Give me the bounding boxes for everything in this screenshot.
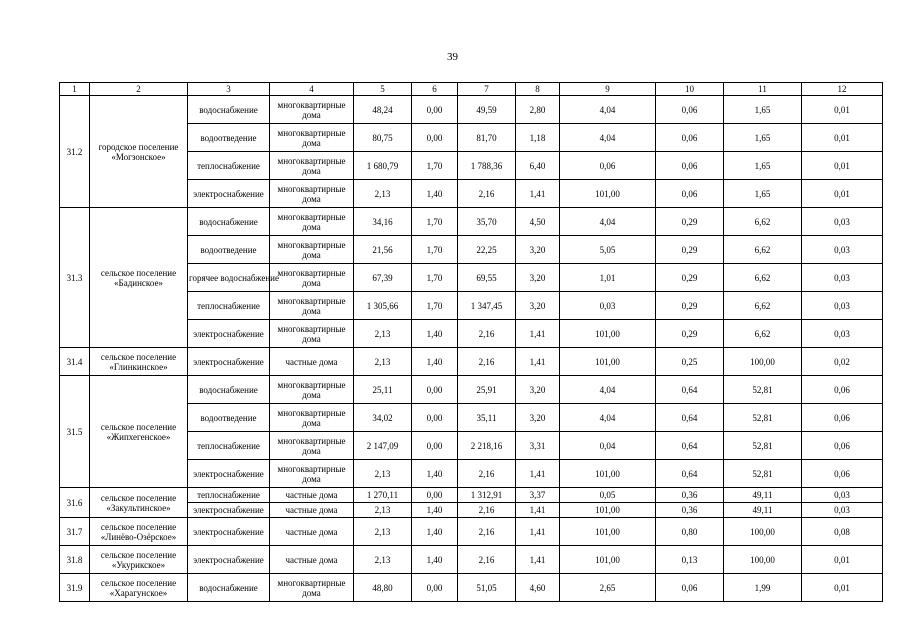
value-col8: 2,80 bbox=[516, 96, 560, 124]
value-col7: 2,16 bbox=[458, 320, 516, 348]
value-col5: 2,13 bbox=[354, 518, 412, 546]
value-col11: 100,00 bbox=[724, 546, 802, 574]
value-col11: 100,00 bbox=[724, 348, 802, 376]
table-row bbox=[60, 208, 883, 236]
header-cell: 9 bbox=[560, 83, 656, 96]
group-id-cell: 31.8 bbox=[60, 546, 90, 574]
value-col11: 49,11 bbox=[724, 488, 802, 503]
value-col8: 3,20 bbox=[516, 236, 560, 264]
value-col7: 1 312,91 bbox=[458, 488, 516, 503]
value-col9: 101,00 bbox=[560, 503, 656, 518]
service-cell: водоснабжение bbox=[188, 208, 270, 236]
value-col7: 2,16 bbox=[458, 503, 516, 518]
table-row bbox=[60, 488, 883, 503]
value-col7: 51,05 bbox=[458, 574, 516, 602]
value-col10: 0,29 bbox=[656, 292, 724, 320]
table-row bbox=[60, 518, 883, 546]
service-cell: теплоснабжение bbox=[188, 488, 270, 503]
housing-type-cell: многоквартирные дома bbox=[270, 432, 354, 460]
value-col9: 101,00 bbox=[560, 546, 656, 574]
value-col10: 0,13 bbox=[656, 546, 724, 574]
value-col11: 100,00 bbox=[724, 518, 802, 546]
value-col6: 1,40 bbox=[412, 518, 458, 546]
service-cell: электроснабжение bbox=[188, 180, 270, 208]
value-col10: 0,36 bbox=[656, 488, 724, 503]
value-col7: 35,11 bbox=[458, 404, 516, 432]
value-col7: 2,16 bbox=[458, 518, 516, 546]
settlement-name-cell bbox=[90, 546, 188, 574]
settlement-type: сельское поселение bbox=[100, 577, 177, 588]
value-col12: 0,03 bbox=[802, 264, 883, 292]
housing-type-cell: многоквартирные дома bbox=[270, 152, 354, 180]
value-col6: 0,00 bbox=[412, 574, 458, 602]
value-col8: 3,20 bbox=[516, 264, 560, 292]
header-cell: 4 bbox=[270, 83, 354, 96]
value-col5: 1 680,79 bbox=[354, 152, 412, 180]
value-col12: 0,03 bbox=[802, 208, 883, 236]
value-col7: 2,16 bbox=[458, 180, 516, 208]
value-col5: 48,80 bbox=[354, 574, 412, 602]
group-id-cell: 31.9 bbox=[60, 574, 90, 602]
value-col10: 0,64 bbox=[656, 460, 724, 488]
housing-type-cell: частные дома bbox=[270, 348, 354, 376]
value-col12: 0,06 bbox=[802, 460, 883, 488]
value-col12: 0,03 bbox=[802, 503, 883, 518]
value-col10: 0,80 bbox=[656, 518, 724, 546]
value-col12: 0,03 bbox=[802, 320, 883, 348]
header-cell: 3 bbox=[188, 83, 270, 96]
settlement-type: сельское поселение bbox=[100, 549, 177, 560]
value-col11: 6,62 bbox=[724, 292, 802, 320]
settlement-name: «Жипхегенское» bbox=[106, 431, 171, 442]
settlement-name: «Бадинское» bbox=[114, 277, 163, 288]
value-col11: 1,65 bbox=[724, 124, 802, 152]
header-cell: 6 bbox=[412, 83, 458, 96]
value-col12: 0,01 bbox=[802, 574, 883, 602]
value-col10: 0,64 bbox=[656, 432, 724, 460]
service-cell: водоотведение bbox=[188, 404, 270, 432]
housing-type-cell: многоквартирные дома bbox=[270, 320, 354, 348]
value-col8: 3,31 bbox=[516, 432, 560, 460]
value-col9: 101,00 bbox=[560, 460, 656, 488]
value-col10: 0,36 bbox=[656, 503, 724, 518]
tariff-table bbox=[59, 82, 883, 602]
value-col12: 0,02 bbox=[802, 348, 883, 376]
value-col5: 34,16 bbox=[354, 208, 412, 236]
value-col9: 0,04 bbox=[560, 432, 656, 460]
value-col8: 6,40 bbox=[516, 152, 560, 180]
value-col10: 0,64 bbox=[656, 404, 724, 432]
group-id-cell: 31.3 bbox=[60, 208, 90, 348]
value-col5: 25,11 bbox=[354, 376, 412, 404]
value-col6: 1,70 bbox=[412, 292, 458, 320]
value-col7: 2,16 bbox=[458, 460, 516, 488]
value-col12: 0,03 bbox=[802, 236, 883, 264]
housing-type-cell: многоквартирные дома bbox=[270, 124, 354, 152]
header-cell: 12 bbox=[802, 83, 883, 96]
value-col6: 1,40 bbox=[412, 460, 458, 488]
value-col8: 3,20 bbox=[516, 292, 560, 320]
housing-type-cell: многоквартирные дома bbox=[270, 574, 354, 602]
value-col10: 0,29 bbox=[656, 320, 724, 348]
header-cell: 11 bbox=[724, 83, 802, 96]
value-col10: 0,29 bbox=[656, 208, 724, 236]
value-col11: 6,62 bbox=[724, 264, 802, 292]
housing-type-cell: многоквартирные дома bbox=[270, 460, 354, 488]
settlement-type: сельское поселение bbox=[100, 351, 177, 362]
group-id-cell: 31.5 bbox=[60, 376, 90, 488]
value-col10: 0,06 bbox=[656, 96, 724, 124]
settlement-name: «Могзонское» bbox=[111, 151, 166, 162]
value-col7: 1 788,36 bbox=[458, 152, 516, 180]
value-col7: 35,70 bbox=[458, 208, 516, 236]
value-col9: 0,03 bbox=[560, 292, 656, 320]
value-col9: 101,00 bbox=[560, 180, 656, 208]
header-row bbox=[60, 83, 883, 96]
value-col8: 3,37 bbox=[516, 488, 560, 503]
group-id-cell: 31.7 bbox=[60, 518, 90, 546]
service-cell: водоснабжение bbox=[188, 96, 270, 124]
value-col7: 25,91 bbox=[458, 376, 516, 404]
settlement-type: сельское поселение bbox=[100, 267, 177, 278]
value-col5: 2,13 bbox=[354, 503, 412, 518]
header-cell: 10 bbox=[656, 83, 724, 96]
housing-type-cell: многоквартирные дома bbox=[270, 96, 354, 124]
settlement-name-cell bbox=[90, 488, 188, 518]
value-col6: 1,70 bbox=[412, 264, 458, 292]
value-col8: 1,18 bbox=[516, 124, 560, 152]
value-col6: 1,70 bbox=[412, 152, 458, 180]
header-cell: 2 bbox=[90, 83, 188, 96]
table-body bbox=[60, 83, 883, 602]
value-col6: 1,40 bbox=[412, 320, 458, 348]
value-col6: 0,00 bbox=[412, 404, 458, 432]
settlement-type: городское поселение bbox=[98, 141, 179, 152]
value-col9: 101,00 bbox=[560, 518, 656, 546]
value-col5: 2,13 bbox=[354, 348, 412, 376]
value-col10: 0,06 bbox=[656, 152, 724, 180]
service-cell: теплоснабжение bbox=[188, 152, 270, 180]
value-col9: 101,00 bbox=[560, 348, 656, 376]
value-col7: 49,59 bbox=[458, 96, 516, 124]
value-col12: 0,01 bbox=[802, 124, 883, 152]
settlement-type: сельское поселение bbox=[100, 521, 177, 532]
header-cell: 8 bbox=[516, 83, 560, 96]
housing-type-cell: многоквартирные дома bbox=[270, 264, 354, 292]
service-cell: электроснабжение bbox=[188, 518, 270, 546]
value-col7: 1 347,45 bbox=[458, 292, 516, 320]
housing-type-cell: многоквартирные дома bbox=[270, 404, 354, 432]
value-col9: 2,65 bbox=[560, 574, 656, 602]
value-col12: 0,08 bbox=[802, 518, 883, 546]
value-col12: 0,01 bbox=[802, 96, 883, 124]
value-col8: 3,20 bbox=[516, 404, 560, 432]
value-col5: 80,75 bbox=[354, 124, 412, 152]
value-col6: 1,70 bbox=[412, 208, 458, 236]
value-col5: 2,13 bbox=[354, 546, 412, 574]
value-col11: 52,81 bbox=[724, 404, 802, 432]
value-col7: 22,25 bbox=[458, 236, 516, 264]
value-col7: 2,16 bbox=[458, 546, 516, 574]
settlement-name: «Харагунское» bbox=[109, 587, 168, 598]
service-cell: водоснабжение bbox=[188, 376, 270, 404]
value-col9: 4,04 bbox=[560, 124, 656, 152]
settlement-name-cell bbox=[90, 348, 188, 376]
value-col6: 1,40 bbox=[412, 546, 458, 574]
value-col12: 0,06 bbox=[802, 404, 883, 432]
service-cell: водоснабжение bbox=[188, 574, 270, 602]
value-col6: 0,00 bbox=[412, 96, 458, 124]
value-col11: 1,65 bbox=[724, 96, 802, 124]
value-col8: 1,41 bbox=[516, 546, 560, 574]
value-col11: 6,62 bbox=[724, 236, 802, 264]
value-col7: 2,16 bbox=[458, 348, 516, 376]
page-number: 39 bbox=[447, 51, 458, 63]
service-cell: электроснабжение bbox=[188, 503, 270, 518]
value-col9: 5,05 bbox=[560, 236, 656, 264]
housing-type-cell: частные дома bbox=[270, 503, 354, 518]
value-col5: 2 147,09 bbox=[354, 432, 412, 460]
value-col9: 1,01 bbox=[560, 264, 656, 292]
settlement-name-cell bbox=[90, 376, 188, 488]
value-col11: 52,81 bbox=[724, 460, 802, 488]
value-col5: 1 270,11 bbox=[354, 488, 412, 503]
value-col8: 1,41 bbox=[516, 180, 560, 208]
service-cell: электроснабжение bbox=[188, 320, 270, 348]
settlement-type: сельское поселение bbox=[100, 421, 177, 432]
header-cell: 1 bbox=[60, 83, 90, 96]
settlement-name: «Закультинское» bbox=[106, 502, 171, 513]
value-col9: 4,04 bbox=[560, 96, 656, 124]
value-col9: 0,05 bbox=[560, 488, 656, 503]
value-col6: 0,00 bbox=[412, 432, 458, 460]
service-cell: электроснабжение bbox=[188, 348, 270, 376]
value-col8: 1,41 bbox=[516, 348, 560, 376]
value-col11: 1,99 bbox=[724, 574, 802, 602]
value-col8: 1,41 bbox=[516, 518, 560, 546]
value-col11: 52,81 bbox=[724, 376, 802, 404]
value-col5: 67,39 bbox=[354, 264, 412, 292]
group-id-cell: 31.6 bbox=[60, 488, 90, 518]
service-cell: электроснабжение bbox=[188, 546, 270, 574]
service-cell: теплоснабжение bbox=[188, 292, 270, 320]
value-col11: 1,65 bbox=[724, 152, 802, 180]
housing-type-cell: частные дома bbox=[270, 518, 354, 546]
table-row bbox=[60, 96, 883, 124]
value-col9: 0,06 bbox=[560, 152, 656, 180]
service-cell: водоотведение bbox=[188, 236, 270, 264]
value-col11: 6,62 bbox=[724, 320, 802, 348]
value-col6: 1,40 bbox=[412, 180, 458, 208]
value-col7: 69,55 bbox=[458, 264, 516, 292]
value-col10: 0,06 bbox=[656, 180, 724, 208]
value-col9: 4,04 bbox=[560, 208, 656, 236]
value-col5: 2,13 bbox=[354, 320, 412, 348]
table-row bbox=[60, 348, 883, 376]
service-cell: водоотведение bbox=[188, 124, 270, 152]
value-col8: 1,41 bbox=[516, 460, 560, 488]
value-col6: 0,00 bbox=[412, 376, 458, 404]
housing-type-cell: частные дома bbox=[270, 546, 354, 574]
value-col10: 0,06 bbox=[656, 124, 724, 152]
value-col7: 81,70 bbox=[458, 124, 516, 152]
value-col12: 0,03 bbox=[802, 292, 883, 320]
value-col6: 1,40 bbox=[412, 348, 458, 376]
value-col9: 101,00 bbox=[560, 320, 656, 348]
table-row bbox=[60, 546, 883, 574]
value-col10: 0,29 bbox=[656, 236, 724, 264]
value-col11: 52,81 bbox=[724, 432, 802, 460]
value-col8: 1,41 bbox=[516, 503, 560, 518]
value-col11: 49,11 bbox=[724, 503, 802, 518]
settlement-name-cell bbox=[90, 208, 188, 348]
value-col6: 1,40 bbox=[412, 503, 458, 518]
value-col12: 0,01 bbox=[802, 180, 883, 208]
value-col6: 0,00 bbox=[412, 124, 458, 152]
value-col8: 1,41 bbox=[516, 320, 560, 348]
header-cell: 7 bbox=[458, 83, 516, 96]
service-cell: электроснабжение bbox=[188, 460, 270, 488]
table-row bbox=[60, 376, 883, 404]
value-col5: 48,24 bbox=[354, 96, 412, 124]
value-col9: 4,04 bbox=[560, 404, 656, 432]
housing-type-cell: многоквартирные дома bbox=[270, 376, 354, 404]
value-col7: 2 218,16 bbox=[458, 432, 516, 460]
value-col9: 4,04 bbox=[560, 376, 656, 404]
value-col12: 0,06 bbox=[802, 432, 883, 460]
value-col5: 21,56 bbox=[354, 236, 412, 264]
service-cell: горячее водоснабжение bbox=[188, 264, 270, 292]
value-col11: 6,62 bbox=[724, 208, 802, 236]
housing-type-cell: многоквартирные дома bbox=[270, 292, 354, 320]
value-col6: 1,70 bbox=[412, 236, 458, 264]
value-col11: 1,65 bbox=[724, 180, 802, 208]
value-col12: 0,01 bbox=[802, 546, 883, 574]
value-col8: 4,50 bbox=[516, 208, 560, 236]
settlement-type: сельское поселение bbox=[100, 492, 177, 503]
housing-type-cell: многоквартирные дома bbox=[270, 208, 354, 236]
value-col12: 0,03 bbox=[802, 488, 883, 503]
group-id-cell: 31.2 bbox=[60, 96, 90, 208]
value-col12: 0,06 bbox=[802, 376, 883, 404]
value-col12: 0,01 bbox=[802, 152, 883, 180]
header-cell: 5 bbox=[354, 83, 412, 96]
value-col5: 1 305,66 bbox=[354, 292, 412, 320]
value-col6: 0,00 bbox=[412, 488, 458, 503]
table-row bbox=[60, 574, 883, 602]
group-id-cell: 31.4 bbox=[60, 348, 90, 376]
settlement-name-cell bbox=[90, 518, 188, 546]
housing-type-cell: многоквартирные дома bbox=[270, 180, 354, 208]
settlement-name: «Укурикское» bbox=[111, 559, 166, 570]
value-col10: 0,64 bbox=[656, 376, 724, 404]
settlement-name-cell bbox=[90, 96, 188, 208]
value-col10: 0,29 bbox=[656, 264, 724, 292]
housing-type-cell: частные дома bbox=[270, 488, 354, 503]
settlement-name-cell bbox=[90, 574, 188, 602]
value-col5: 2,13 bbox=[354, 460, 412, 488]
value-col10: 0,25 bbox=[656, 348, 724, 376]
housing-type-cell: многоквартирные дома bbox=[270, 236, 354, 264]
value-col8: 4,60 bbox=[516, 574, 560, 602]
settlement-name: «Глинкинское» bbox=[109, 361, 168, 372]
settlement-name: «Линёво-Озёрское» bbox=[100, 531, 177, 542]
value-col10: 0,06 bbox=[656, 574, 724, 602]
value-col5: 34,02 bbox=[354, 404, 412, 432]
value-col5: 2,13 bbox=[354, 180, 412, 208]
value-col8: 3,20 bbox=[516, 376, 560, 404]
service-cell: теплоснабжение bbox=[188, 432, 270, 460]
